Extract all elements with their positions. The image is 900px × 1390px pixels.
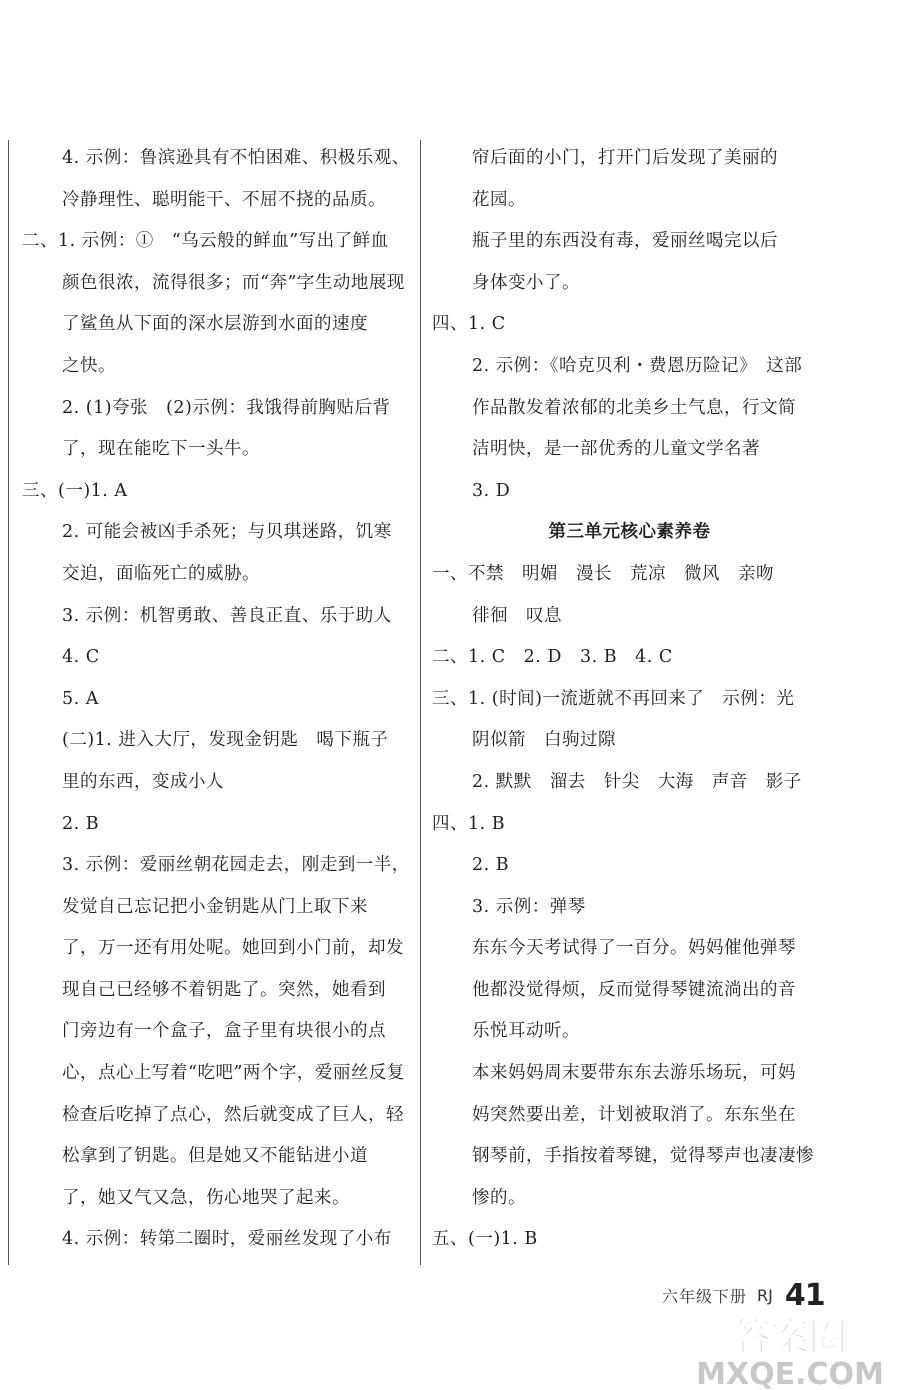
answer-line: 3. 示例：机智勇敢、善良正直、乐于助人 (62, 605, 392, 626)
answer-line: 3. 示例：爱丽丝朝花园走去，刚走到一半， (62, 855, 410, 876)
section-line: 四、1. C (432, 314, 506, 335)
answer-line: 发觉自己忘记把小金钥匙从门上取下来 (62, 896, 368, 917)
answer-line: 4. 示例：转第二圈时，爱丽丝发现了小布 (62, 1229, 392, 1250)
answer-line: 花园。 (472, 189, 526, 210)
watermark-top-text: 答案圈 (732, 1315, 848, 1359)
section-line: 四、1. B (432, 813, 506, 834)
answer-line: 帘后面的小门，打开门后发现了美丽的 (472, 148, 778, 168)
unit-heading: 第三单元核心素养卷 (548, 522, 711, 543)
answer-line: 4. C (62, 647, 100, 668)
answer-line: 颜色很浓，流得很多；而“奔”字生动地展现 (62, 272, 405, 293)
section-line: 一、不禁 明媚 漫长 荒凉 微风 亲吻 (432, 563, 774, 584)
answer-line: 冷静理性、聪明能干、不屈不挠的品质。 (62, 189, 386, 210)
answer-line: 现自己已经够不着钥匙了。突然，她看到 (62, 979, 386, 1000)
answer-line: 3. 示例：弹琴 (472, 896, 586, 917)
answer-line: 他都没觉得烦，反而觉得琴键流淌出的音 (472, 979, 796, 1000)
answer-line: 惨的。 (472, 1187, 526, 1208)
answer-line: 阴似箭 白驹过隙 (472, 730, 616, 751)
answer-line: 身体变小了。 (472, 272, 580, 293)
section-line: 三、(一)1. A (22, 480, 128, 501)
answer-line: (二)1. 进入大厅，发现金钥匙 喝下瓶子 (62, 730, 389, 751)
left-column (22, 138, 417, 1261)
answer-line: 交迫，面临死亡的威胁。 (62, 563, 260, 584)
answer-line: 妈突然要出差，计划被取消了。东东坐在 (472, 1104, 796, 1125)
answer-line: 了，万一还有用处呢。她回到小门前，却发 (62, 938, 404, 959)
right-column (432, 138, 827, 1261)
answer-line: 2. 默默 溜去 针尖 大海 声音 影子 (472, 771, 802, 792)
edition-label: RJ (757, 1285, 773, 1305)
section-line: 二、1. 示例：① “乌云般的鲜血”写出了鲜血 (22, 231, 389, 252)
answer-line: 检查后吃掉了点心，然后就变成了巨人，轻 (62, 1104, 404, 1125)
answer-line: 里的东西，变成小人 (62, 771, 224, 792)
answer-line: 2. B (472, 855, 510, 876)
answer-line: 东东今天考试得了一百分。妈妈催他弹琴 (472, 938, 796, 959)
answer-line: 2. (1)夸张 (2)示例：我饿得前胸贴后背 (62, 397, 391, 418)
column-divider (420, 140, 421, 1265)
answer-line: 心，点心上写着“吃吧”两个字，爱丽丝反复 (62, 1063, 405, 1084)
answer-line: 瓶子里的东西没有毒，爱丽丝喝完以后 (472, 231, 778, 252)
answer-line: 本来妈妈周末要带东东去游乐场玩，可妈 (472, 1063, 796, 1084)
answer-line: 2. 示例：《哈克贝利・费恩历险记》 这部 (472, 355, 803, 376)
answer-line: 洁明快，是一部优秀的儿童文学名著 (472, 439, 760, 460)
answer-line: 作品散发着浓郁的北美乡土气息，行文简 (472, 397, 796, 418)
answer-line: 乐悦耳动听。 (472, 1021, 580, 1042)
answer-line: 3. D (472, 480, 511, 501)
grade-label: 六年级下册 (662, 1286, 748, 1306)
left-margin-rule (8, 140, 9, 1265)
answer-line: 之快。 (62, 355, 116, 376)
answer-line: 了，她又气又急，伤心地哭了起来。 (62, 1187, 350, 1208)
section-line: 二、1. C 2. D 3. B 4. C (432, 647, 673, 668)
section-line: 五、(一)1. B (432, 1229, 538, 1250)
watermark-bottom-text: MXQE.COM (696, 1357, 884, 1390)
answer-line: 门旁边有一个盒子，盒子里有块很小的点 (62, 1021, 386, 1042)
answer-line: 2. B (62, 813, 100, 834)
answer-line: 5. A (62, 688, 99, 709)
answer-line: 了，现在能吃下一头牛。 (62, 439, 260, 460)
page-number: 41 (784, 1277, 825, 1313)
answer-line: 徘徊 叹息 (472, 605, 562, 626)
answer-line: 了鲨鱼从下面的深水层游到水面的速度 (62, 314, 368, 335)
answer-line: 2. 可能会被凶手杀死；与贝琪迷路，饥寒 (62, 522, 392, 543)
answer-line: 松拿到了钥匙。但是她又不能钻进小道 (62, 1146, 368, 1167)
watermark-logo (690, 1310, 890, 1390)
answer-line: 钢琴前，手指按着琴键，觉得琴声也凄凄惨 (472, 1146, 814, 1167)
answer-line: 4. 示例：鲁滨逊具有不怕困难、积极乐观、 (62, 148, 410, 168)
section-line: 三、1. (时间)一流逝就不再回来了 示例：光 (432, 688, 795, 709)
